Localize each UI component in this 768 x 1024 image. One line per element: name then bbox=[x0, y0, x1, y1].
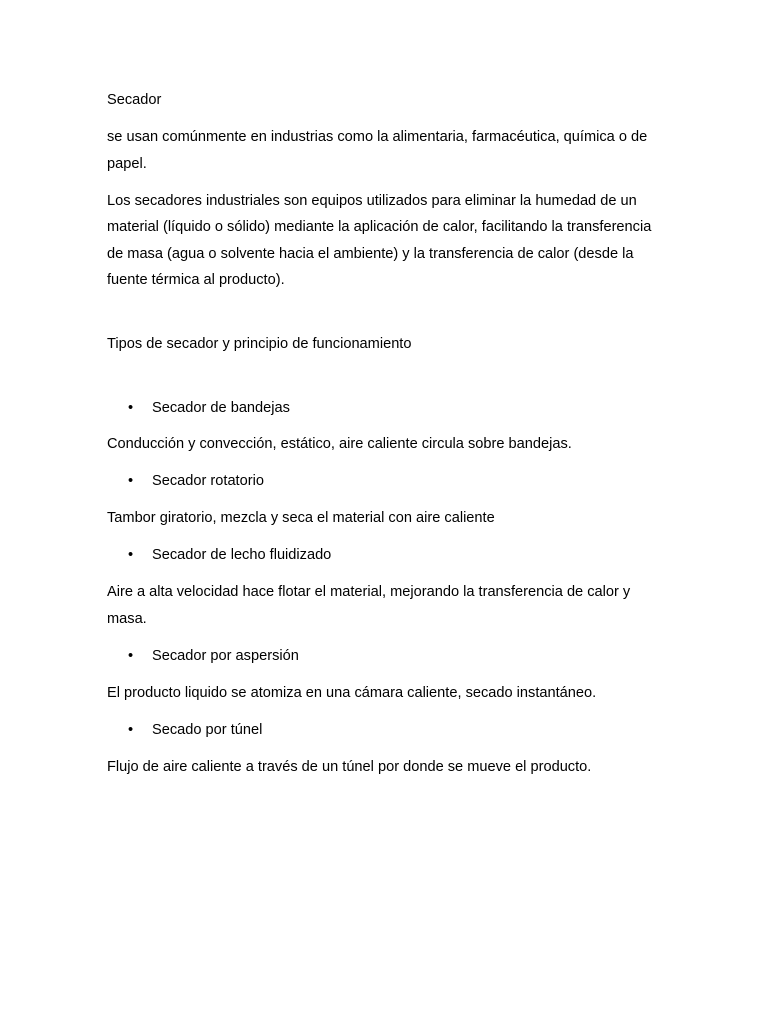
dryer-type-name: Secador rotatorio bbox=[152, 473, 264, 490]
list-item bbox=[107, 542, 667, 569]
bullet-icon: • bbox=[128, 473, 134, 490]
dryer-type-description: Aire a alta velocidad hace flotar el material, mejorando la transferencia de calor y masa. bbox=[107, 584, 631, 628]
bullet-icon: • bbox=[128, 399, 134, 416]
dryer-type-name: Secador de lecho fluidizado bbox=[152, 547, 332, 564]
dryer-type-name: Secado por túnel bbox=[152, 721, 263, 738]
list-item bbox=[107, 395, 667, 422]
document-page bbox=[107, 87, 667, 791]
list-item bbox=[107, 717, 667, 744]
bullet-icon: • bbox=[128, 547, 134, 564]
spacer bbox=[107, 304, 667, 331]
dryer-types-list bbox=[107, 395, 667, 781]
spacer bbox=[107, 368, 667, 395]
dryer-type-description: Tambor giratorio, mezcla y seca el material con aire caliente bbox=[107, 510, 495, 527]
intro-paragraph: se usan comúnmente en industrias como la alimentaria, farmacéutica, química o de papel. bbox=[107, 128, 648, 172]
dryer-type-description: Conducción y convección, estático, aire caliente circula sobre bandejas. bbox=[107, 436, 572, 453]
dryer-type-description: Flujo de aire caliente a través de un túnel por donde se mueve el producto. bbox=[107, 758, 592, 775]
dryer-type-description: El producto liquido se atomiza en una cámara caliente, secado instantáneo. bbox=[107, 684, 597, 701]
document-title: Secador bbox=[107, 92, 162, 108]
list-item bbox=[107, 468, 667, 495]
intro-paragraph: Los secadores industriales son equipos utilizados para eliminar la humedad de un material (líquido o sólido) mediante la aplicación de calor, facilitando la transferencia de masa (agua o solvente hacia el ambiente) y la transferencia de calor (desde la fuente térmica al producto). bbox=[107, 192, 652, 289]
bullet-icon: • bbox=[128, 648, 134, 664]
dryer-type-name: Secador por aspersión bbox=[152, 648, 299, 664]
section-heading: Tipos de secador y principio de funcionamiento bbox=[107, 335, 412, 352]
list-item bbox=[107, 643, 667, 670]
bullet-icon: • bbox=[128, 721, 134, 738]
dryer-type-name: Secador de bandejas bbox=[152, 399, 290, 416]
